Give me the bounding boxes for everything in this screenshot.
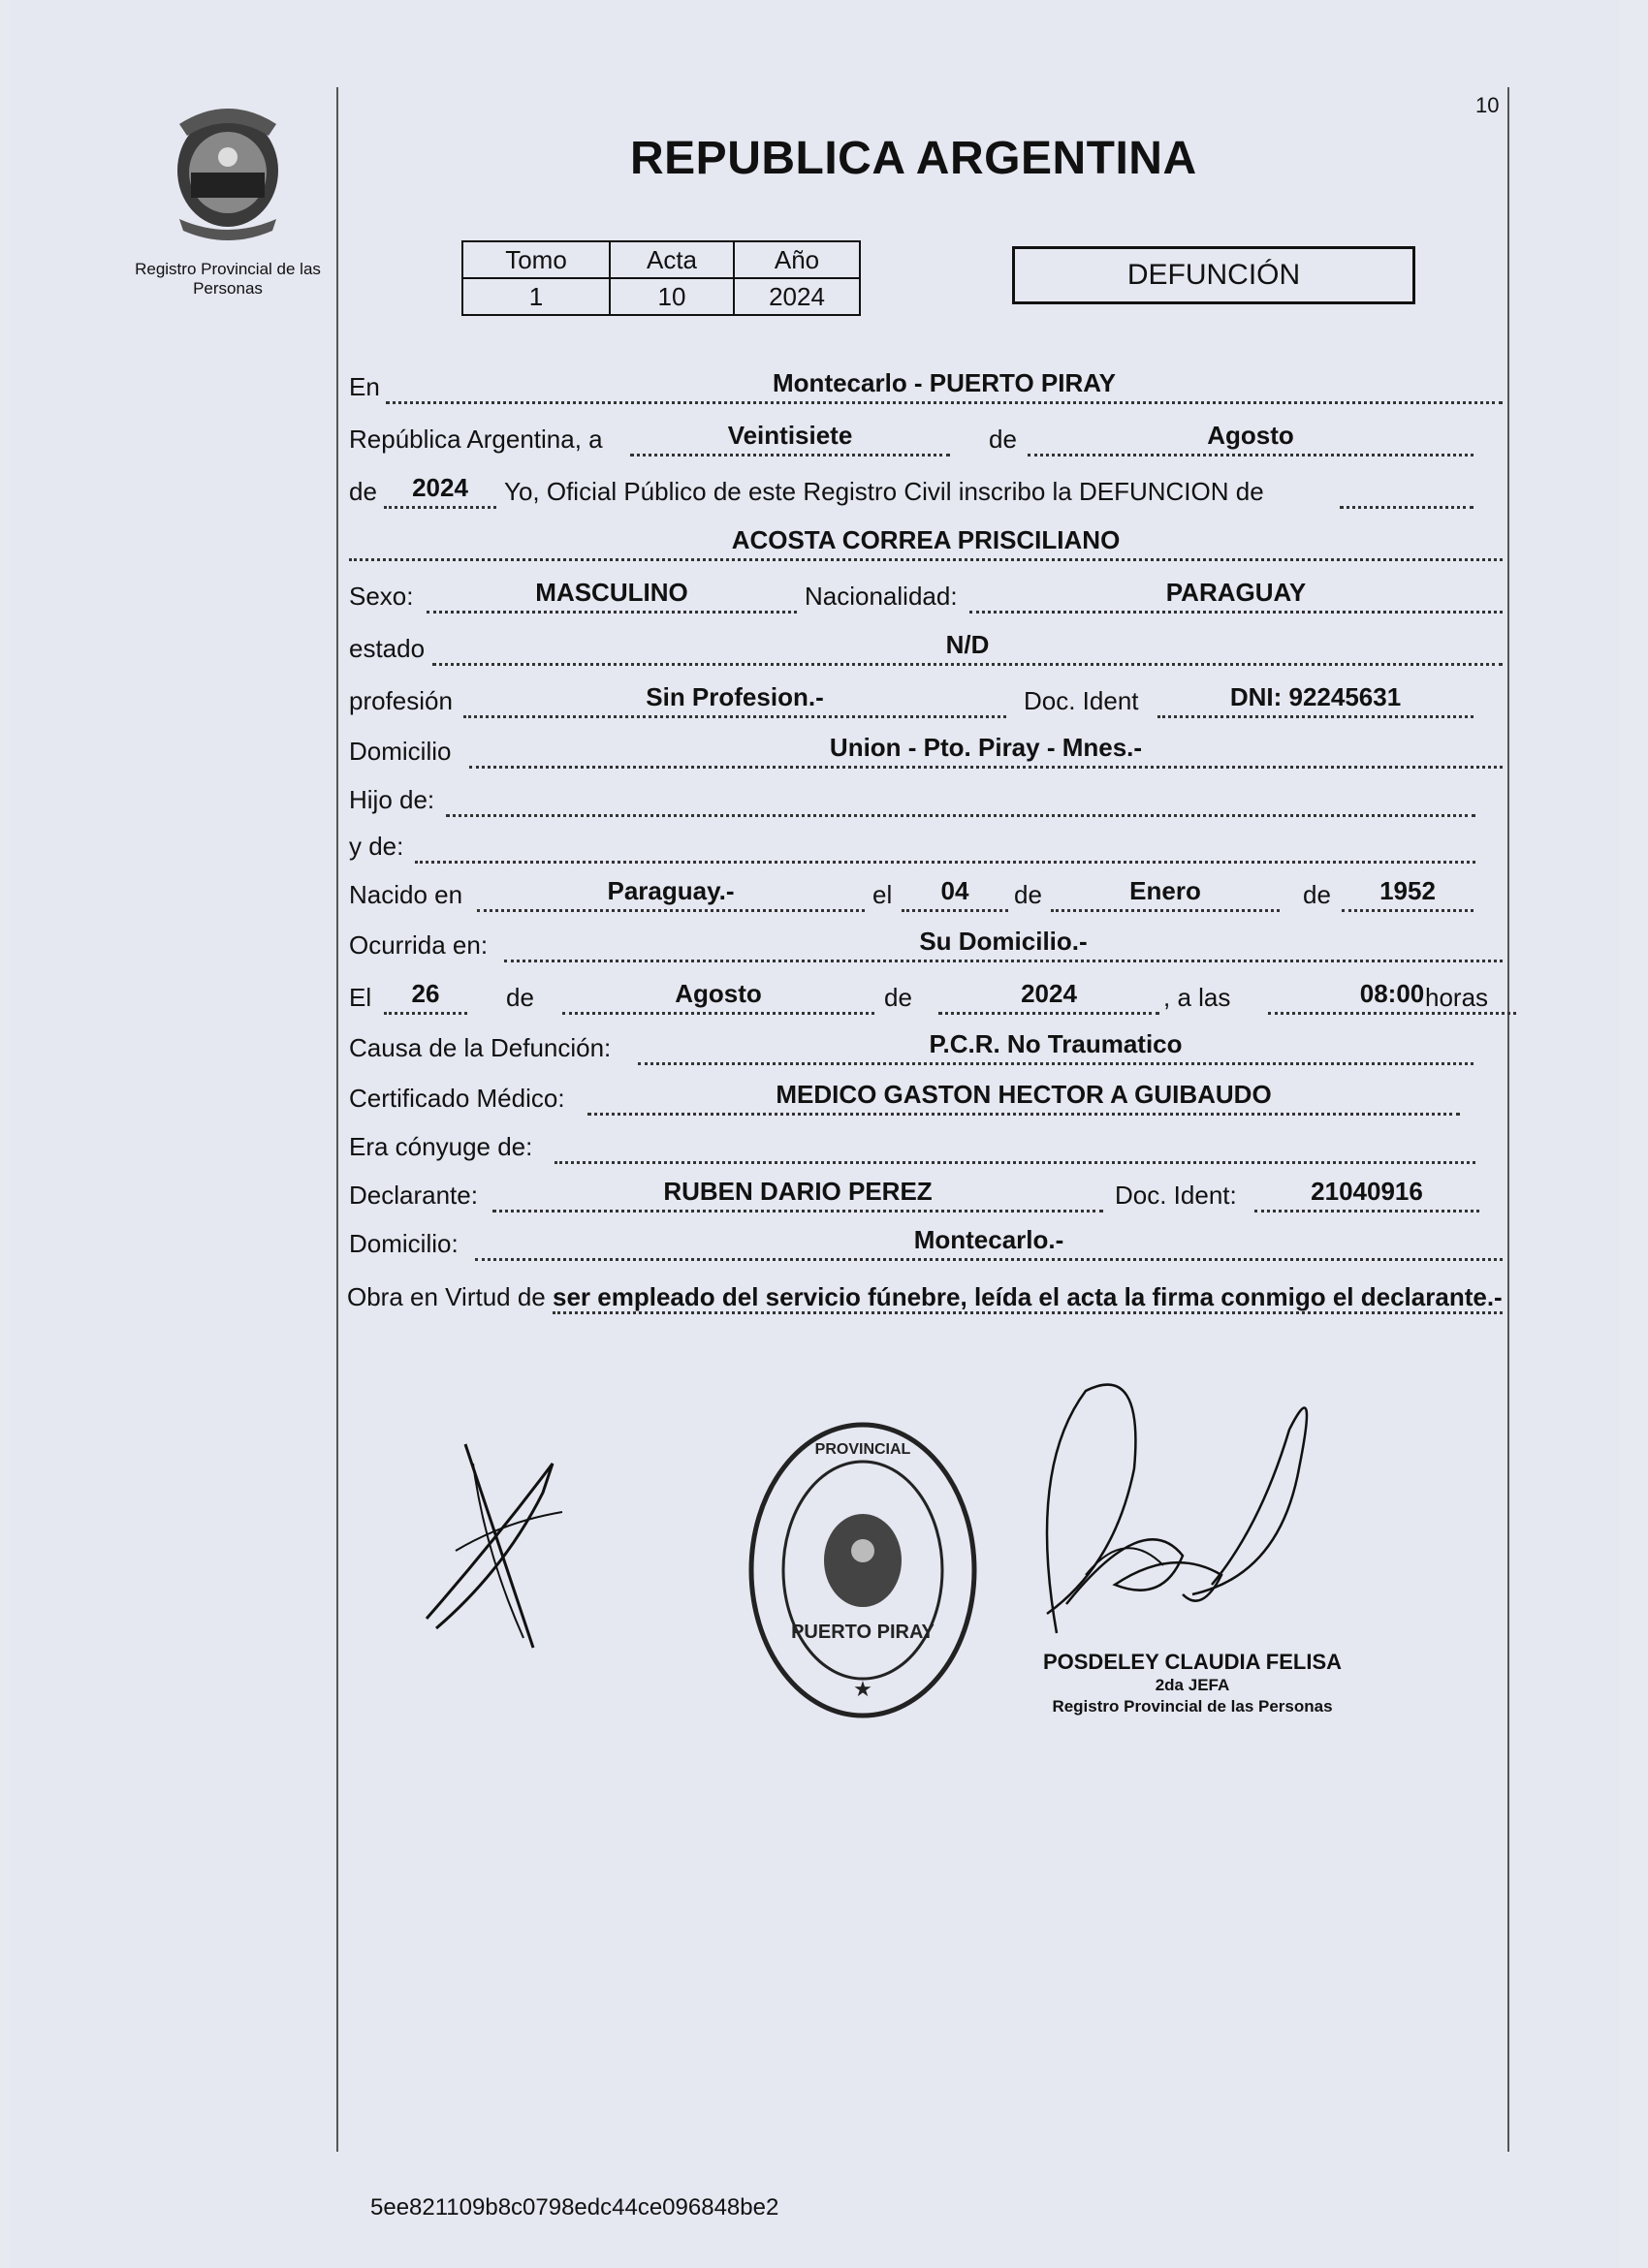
row-death-date	[349, 981, 1505, 1014]
page-number: 10	[1475, 93, 1500, 117]
tomo-value: 1	[462, 278, 610, 315]
hijo-label: Hijo de:	[349, 785, 435, 814]
republica-label: República Argentina, a	[349, 425, 603, 454]
de-label-3: de	[1014, 880, 1042, 909]
yde-label: y de:	[349, 832, 404, 861]
ocurrida-field: Su Domicilio.-	[504, 929, 1503, 962]
death-month-field: Agosto	[562, 981, 874, 1015]
registry-seal	[742, 1415, 984, 1725]
doc-label: Doc. Ident	[1024, 686, 1139, 715]
sexo-label: Sexo:	[349, 582, 414, 611]
acta-value: 10	[610, 278, 734, 315]
row-certificado	[349, 1082, 1505, 1115]
nacionalidad-label: Nacionalidad:	[805, 582, 958, 611]
horas-label: horas	[1425, 983, 1489, 1012]
anio-header: Año	[734, 241, 860, 278]
anio-value: 2024	[734, 278, 860, 315]
row-inscription	[349, 475, 1505, 508]
svg-text:★: ★	[853, 1677, 872, 1701]
domicilio-label: Domicilio	[349, 737, 452, 766]
document-hash: 5ee821109b8c0798edc44ce096848be2	[370, 2194, 779, 2221]
row-republica	[349, 423, 1505, 456]
death-time-field: 08:00	[1268, 981, 1516, 1015]
nacionalidad-field: PARAGUAY	[969, 580, 1503, 614]
row-declarante	[349, 1179, 1505, 1212]
official-name: POSDELEY CLAUDIA FELISA	[1042, 1650, 1343, 1674]
doc-field: DNI: 92245631	[1157, 684, 1474, 718]
official-office: Registro Provincial de las Personas	[1052, 1697, 1333, 1716]
left-margin-line	[336, 87, 338, 2152]
profesion-label: profesión	[349, 686, 453, 715]
conyuge-label: Era cónyuge de:	[349, 1132, 533, 1161]
row-domicilio-2	[349, 1227, 1505, 1260]
row-hijo	[349, 783, 1505, 816]
document-sheet	[10, 0, 1619, 2268]
en-field: Montecarlo - PUERTO PIRAY	[386, 370, 1503, 404]
row-conyuge	[349, 1130, 1505, 1163]
nacido-label: Nacido en	[349, 880, 463, 909]
page-title: REPUBLICA ARGENTINA	[630, 133, 1197, 184]
row-yde	[349, 830, 1505, 863]
inscription-text: Yo, Oficial Público de este Registro Civil inscribo la DEFUNCION de	[504, 477, 1264, 506]
death-year-field: 2024	[938, 981, 1159, 1015]
deceased-name-field: ACOSTA CORREA PRISCILIANO	[349, 527, 1503, 561]
row-profesion	[349, 684, 1505, 717]
row-ocurrida	[349, 929, 1505, 961]
en-label: En	[349, 372, 380, 401]
registry-name: Registro Provincial de las Personas	[135, 260, 321, 298]
yde-field	[415, 830, 1475, 864]
birth-year-field: 1952	[1342, 878, 1474, 912]
domicilio2-label: Domicilio:	[349, 1229, 459, 1258]
profesion-field: Sin Profesion.-	[463, 684, 1006, 718]
hijo-field	[446, 783, 1475, 817]
certificado-field: MEDICO GASTON HECTOR A GUIBAUDO	[587, 1082, 1460, 1116]
doc2-label: Doc. Ident:	[1115, 1181, 1237, 1210]
ocurrida-label: Ocurrida en:	[349, 930, 489, 960]
right-margin-line	[1507, 87, 1509, 2152]
alas-label: , a las	[1163, 983, 1231, 1012]
birth-day-field: 04	[902, 878, 1008, 912]
acta-header: Acta	[610, 241, 734, 278]
inscription-blank	[1340, 475, 1474, 509]
causa-label: Causa de la Defunción:	[349, 1033, 612, 1062]
row-estado	[349, 632, 1505, 665]
estado-label: estado	[349, 634, 426, 663]
death-day-field: 26	[384, 981, 467, 1015]
nacido-field: Paraguay.-	[477, 878, 865, 912]
tomo-header: Tomo	[462, 241, 610, 278]
causa-field: P.C.R. No Traumatico	[638, 1031, 1474, 1065]
declarant-signature	[417, 1434, 572, 1657]
declarante-domicilio-field: Montecarlo.-	[475, 1227, 1503, 1261]
el-label: el	[872, 880, 893, 909]
closing-paragraph	[347, 1277, 1503, 1316]
province-emblem	[160, 95, 296, 240]
certificado-label: Certificado Médico:	[349, 1084, 565, 1113]
conyuge-field	[555, 1130, 1475, 1164]
declarante-field: RUBEN DARIO PEREZ	[492, 1179, 1103, 1213]
row-nacido	[349, 878, 1505, 911]
el2-label: El	[349, 983, 372, 1012]
de-label: de	[989, 425, 1017, 454]
reference-table	[461, 240, 861, 316]
estado-field: N/D	[432, 632, 1503, 666]
svg-text:PUERTO PIRAY: PUERTO PIRAY	[791, 1622, 935, 1643]
sexo-field: MASCULINO	[427, 580, 797, 614]
row-sexo	[349, 580, 1505, 613]
row-domicilio	[349, 735, 1505, 768]
official-role: 2da JEFA	[1155, 1676, 1230, 1694]
row-name	[349, 527, 1505, 560]
official-signature	[1028, 1352, 1338, 1653]
row-en	[349, 370, 1505, 403]
month-field: Agosto	[1028, 423, 1474, 457]
de-label-2: de	[349, 477, 377, 506]
row-causa	[349, 1031, 1505, 1064]
record-type-box: DEFUNCIÓN	[1012, 246, 1415, 304]
de-label-4: de	[1303, 880, 1331, 909]
birth-month-field: Enero	[1051, 878, 1280, 912]
declarante-label: Declarante:	[349, 1181, 478, 1210]
obra-label: Obra en Virtud de	[347, 1282, 546, 1311]
de-label-6: de	[884, 983, 912, 1012]
declarante-doc-field: 21040916	[1254, 1179, 1479, 1213]
de-label-5: de	[506, 983, 534, 1012]
svg-text:PROVINCIAL: PROVINCIAL	[814, 1441, 911, 1458]
day-words-field: Veintisiete	[630, 423, 950, 457]
year-field: 2024	[384, 475, 496, 509]
obra-text: ser empleado del servicio fúnebre, leída el acta la firma conmigo el declarante.-	[553, 1282, 1503, 1314]
official-block	[1037, 1650, 1347, 1717]
domicilio-field: Union - Pto. Piray - Mnes.-	[469, 735, 1503, 769]
